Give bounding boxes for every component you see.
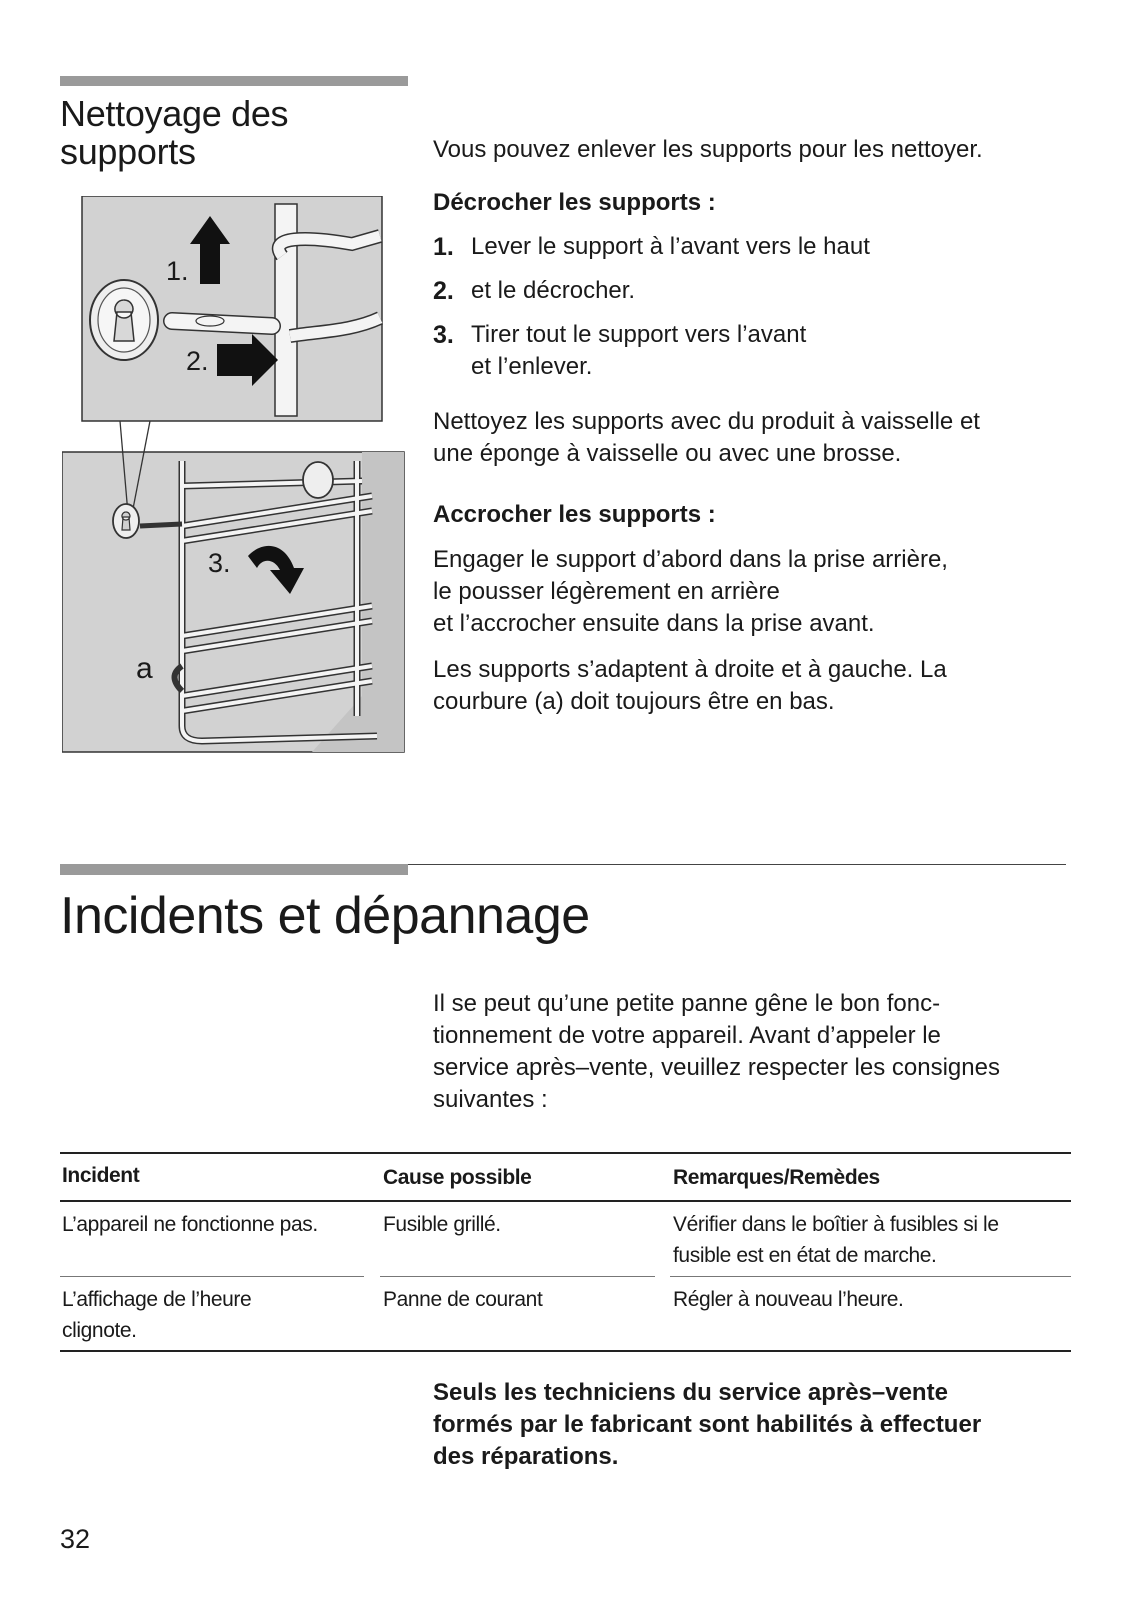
- section-title-cleaning: Nettoyage des supports: [60, 93, 289, 172]
- attach-heading: Accrocher les supports :: [433, 501, 716, 528]
- table-header-rule: [60, 1200, 1071, 1202]
- step-item: [433, 275, 1073, 307]
- step-number: 2.: [433, 277, 454, 305]
- remove-steps: [433, 231, 1073, 383]
- table-row-rule: [60, 1276, 364, 1277]
- text-line: et l’accrocher ensuite dans la prise avant.: [433, 610, 875, 637]
- step-text: et le décrocher.: [471, 277, 636, 304]
- table-row-rule: [380, 1276, 655, 1277]
- table-header-remedy: Remarques/Remèdes: [673, 1166, 880, 1189]
- cleaning-instructions: [433, 134, 1073, 718]
- table-header-incident: Incident: [62, 1164, 140, 1187]
- text-line: service après–vente, veuillez respecter les consignes: [433, 1054, 1000, 1081]
- step-item: [433, 319, 1073, 383]
- table-top-rule: [60, 1152, 1071, 1154]
- figure-label-curve: a: [136, 652, 153, 685]
- text-line: Il se peut qu’une petite panne gêne le bon fonc-: [433, 990, 941, 1017]
- text-line: Nettoyez les supports avec du produit à vaisselle et: [433, 408, 980, 435]
- step-text-line: Tirer tout le support vers l’avant: [471, 321, 807, 348]
- step-text: [471, 319, 806, 383]
- repair-warning: [433, 1377, 1073, 1473]
- step-number: 1.: [433, 233, 454, 261]
- text-line: courbure (a) doit toujours être en bas.: [433, 688, 835, 715]
- table-bottom-rule: [60, 1350, 1071, 1352]
- section-divider-bar: [60, 864, 408, 875]
- text-line: clignote.: [62, 1319, 137, 1342]
- note-paragraph: [433, 654, 1073, 718]
- step-text-line: et l’enlever.: [471, 353, 593, 380]
- table-header-cause: Cause possible: [383, 1166, 532, 1189]
- remove-heading: Décrocher les supports :: [433, 189, 716, 216]
- section-divider-bar: [60, 76, 408, 86]
- table-cell-remedy: [673, 1209, 1073, 1271]
- table-cell-incident: L’appareil ne fonctionne pas.: [62, 1213, 318, 1236]
- table-cell-cause: Fusible grillé.: [383, 1213, 501, 1236]
- troubleshooting-intro: [433, 988, 1073, 1116]
- text-line: tionnement de votre appareil. Avant d’appeler le: [433, 1022, 941, 1049]
- text-line: le pousser légèrement en arrière: [433, 578, 780, 605]
- clean-paragraph: [433, 406, 1073, 470]
- text-line: Les supports s’adaptent à droite et à gauche. La: [433, 656, 947, 683]
- cleaning-intro: Vous pouvez enlever les supports pour les nettoyer.: [433, 136, 983, 163]
- text-line: Engager le support d’abord dans la prise arrière,: [433, 546, 948, 573]
- text-line: fusible est en état de marche.: [673, 1244, 937, 1267]
- text-line: des réparations.: [433, 1443, 619, 1470]
- table-row-rule: [670, 1276, 1071, 1277]
- figure-label-step1: 1.: [166, 256, 189, 286]
- page-number: 32: [60, 1524, 91, 1554]
- table-cell-remedy: Régler à nouveau l’heure.: [673, 1288, 904, 1311]
- text-line: une éponge à vaisselle ou avec une brosse.: [433, 440, 902, 467]
- text-line: Seuls les techniciens du service après–vente: [433, 1379, 948, 1406]
- table-cell-cause: Panne de courant: [383, 1288, 543, 1311]
- figure-label-step2: 2.: [186, 346, 209, 376]
- rack-illustration: [62, 196, 412, 756]
- text-line: suivantes :: [433, 1086, 548, 1113]
- step-text: Lever le support à l’avant vers le haut: [471, 233, 870, 260]
- section-title-troubleshooting: Incidents et dépannage: [60, 887, 590, 945]
- table-cell-incident: [62, 1284, 251, 1346]
- figure-label-step3: 3.: [208, 548, 231, 578]
- support-removal-figure: [62, 196, 412, 756]
- step-item: [433, 231, 1073, 263]
- text-line: L’affichage de l’heure: [62, 1288, 252, 1311]
- attach-paragraph: [433, 544, 1073, 640]
- text-line: Vérifier dans le boîtier à fusibles si le: [673, 1213, 999, 1236]
- text-line: formés par le fabricant sont habilités à effectuer: [433, 1411, 982, 1438]
- step-number: 3.: [433, 321, 454, 349]
